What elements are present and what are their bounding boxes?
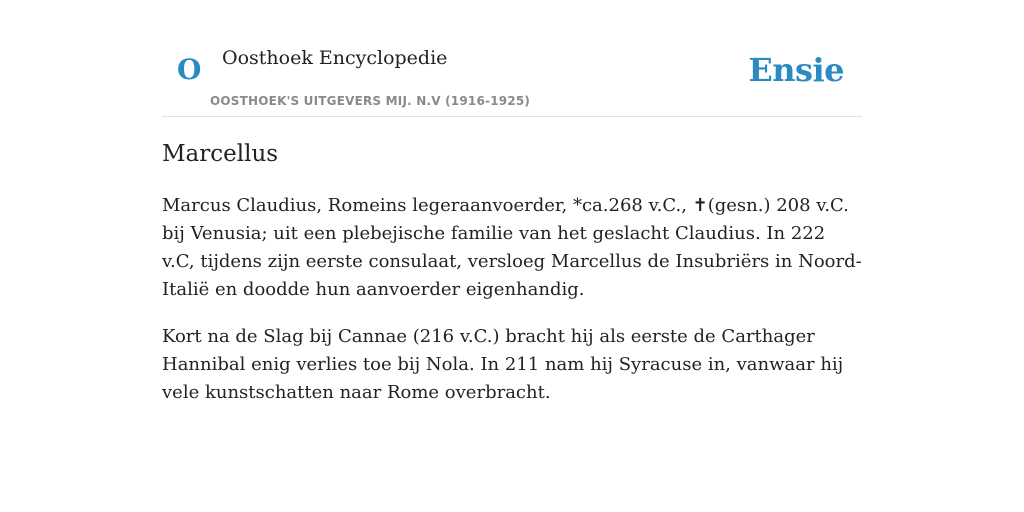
entry-paragraph: Kort na de Slag bij Cannae (216 v.C.) bracht hij als eerste de Carthager Hannibal enig verlies toe bij Nola. In 211 nam hij Syracuse in, vanwaar hij vele kunstschatten naar Rome overbracht. bbox=[162, 326, 844, 403]
entry-title: Marcellus bbox=[162, 141, 279, 167]
entry-paragraph: Marcus Claudius, Romeins legeraanvoerder, *ca.268 v.C., ✝(gesn.) 208 v.C. bij Venusia; uit een plebejische familie van het geslacht Claudius. In 222 v.C, tijdens zijn eerste consulaat, versloeg Marcellus de Insubriërs in Noord-Italië en doodde hun aanvoerder eigenhandig. bbox=[162, 195, 862, 300]
publisher-label: OOSTHOEK'S UITGEVERS MIJ. N.V (1916-1925) bbox=[210, 94, 531, 108]
ensie-logo-link[interactable]: Ensie bbox=[748, 51, 844, 89]
book-title-link[interactable]: Oosthoek Encyclopedie bbox=[222, 47, 448, 69]
book-logo-icon[interactable]: O bbox=[177, 53, 202, 86]
entry-body bbox=[162, 192, 862, 426]
book-header bbox=[162, 40, 862, 117]
